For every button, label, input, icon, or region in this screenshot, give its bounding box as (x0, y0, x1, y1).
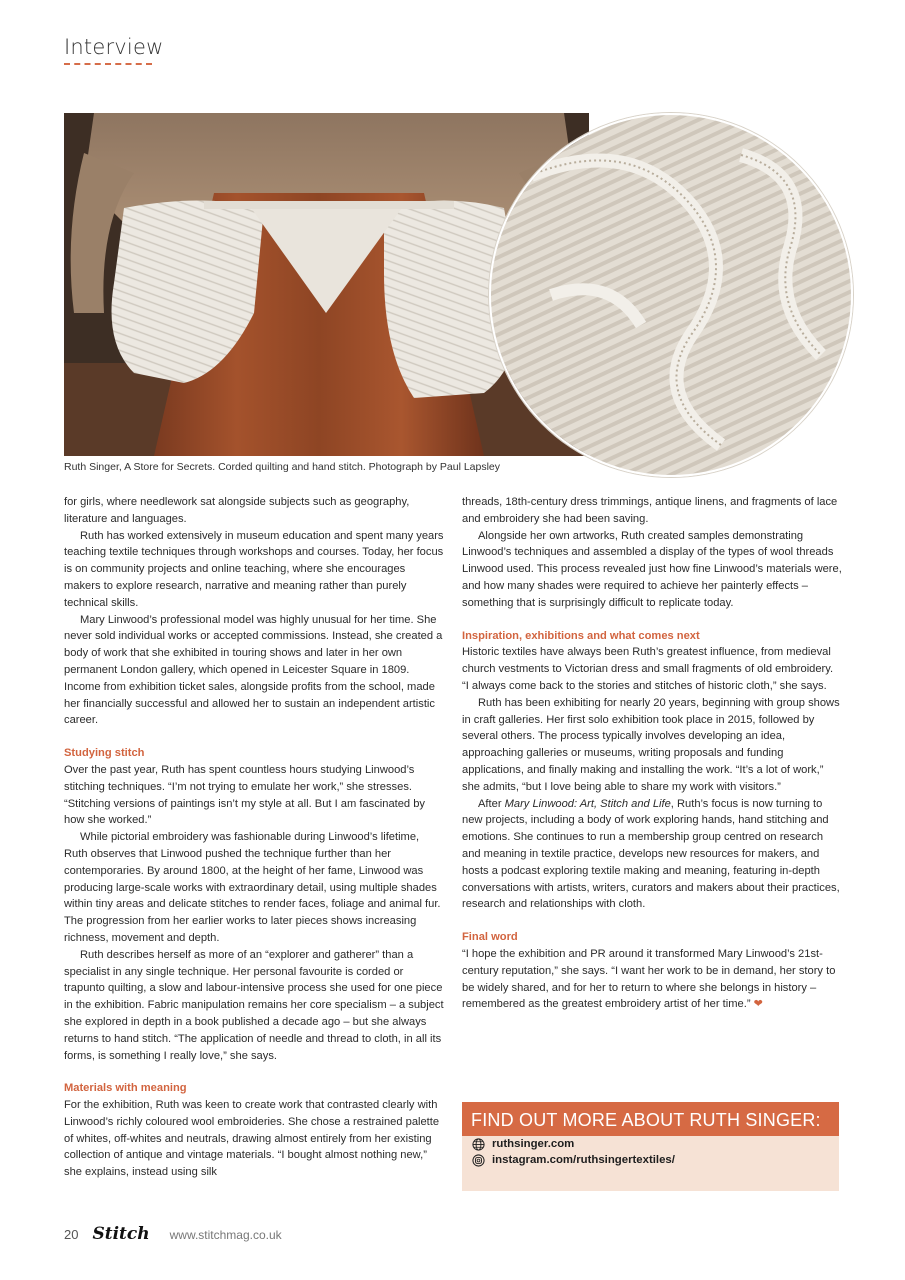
left-column (64, 494, 444, 1181)
photo-caption: Ruth Singer, A Store for Secrets. Corded quilting and hand stitch. Photograph by Paul Lapsley (64, 461, 501, 473)
section-rule (64, 63, 152, 65)
text-run: “I hope the exhibition and PR around it transformed Mary Linwood’s 21st-century reputation,” she says. “I want her work to be in demand, her story to be widely shared, and for her to return to where she belongs in history – remembered as the greatest embroidery artist of her time.” (462, 947, 836, 1011)
subheading-final-word: Final word (462, 931, 518, 944)
paragraph: Ruth has been exhibiting for nearly 20 years, beginning with group shows in craft galleries. Her first solo exhibition took place in 2015, followed by several others. The process typically involves developing an idea, approaching galleries or museums, writing proposals and funding applications, and finally making and installing the work. “It’s a lot of work,” she admits, “but I love being able to share my work with visitors.” (462, 696, 840, 793)
section-label: Interview (64, 35, 164, 59)
subheading-materials: Materials with meaning (64, 1082, 187, 1095)
right-column (462, 494, 842, 1013)
paragraph (462, 796, 842, 914)
instagram-link[interactable] (472, 1152, 839, 1168)
box-title: FIND OUT MORE ABOUT RUTH SINGER: (462, 1102, 839, 1136)
paragraph: While pictorial embroidery was fashionable during Linwood’s lifetime, Ruth observes that Linwood pushed the technique further than her contemporaries. By around 1800, at the height of her fame, Linwood was producing large-scale works with extraordinary detail, using multiple shades within tiny areas and delicate stitches to render faces, foliage and animal fur. The progression from her earlier works to later pieces shows increasing richness, movement and depth. (64, 831, 441, 944)
page-number: 20 (64, 1227, 79, 1242)
paragraph: Ruth describes herself as more of an “explorer and gatherer” than a specialist in any single technique. Her personal favourite is corded or trapunto quilting, a slow and labour-intensive process she used for one piece in the exhibition. Fabric manipulation remains her core specialism – a subject she explored in depth in a book published a decade ago – but she always returns to hand stitch. “The application of needle and thread to cloth, in all its forms, is something I really love,” she says. (64, 948, 444, 1062)
exhibition-title: Mary Linwood: Art, Stitch and Life (504, 797, 671, 810)
detail-closeup-image (489, 113, 853, 477)
paragraph: Mary Linwood’s professional model was highly unusual for her time. She never sold individual works or accepted commissions. Instead, she created a body of work that she exhibited in touring shows and later in her own permanent London gallery, which opened in Leicester Square in 1809. Income from exhibition ticket sales, alongside profits from the school, made her financially successful and allowed her to sustain an independent artistic career. (64, 613, 443, 727)
paragraph: for girls, where needlework sat alongside subjects such as geography, literature and languages. (64, 496, 410, 525)
paragraph: Over the past year, Ruth has spent countless hours studying Linwood’s stitching techniques. “I’m not trying to emulate her work,” she stresses. “Stitching versions of paintings isn’t my style at all. But I am fascinated by how she worked.” (64, 763, 425, 827)
brand-logo: Stitch (92, 1224, 150, 1244)
find-out-more-box (462, 1102, 839, 1191)
footer-url[interactable]: www.stitchmag.co.uk (169, 1228, 282, 1242)
paragraph: Ruth has worked extensively in museum education and spent many years teaching textile techniques through workshops and courses. Today, her focus is on community projects and online teaching, where she encourages makers to explore research, narrative and meaning rather than purely technical skills. (64, 529, 444, 609)
paragraph (462, 946, 842, 1013)
subheading-studying-stitch: Studying stitch (64, 747, 145, 760)
page-footer (64, 1224, 282, 1244)
paragraph: For the exhibition, Ruth was keen to create work that contrasted clearly with Linwood’s richly coloured wool embroideries. She chose a restrained palette of whites, off-whites and neutrals, drawing almost entirely from her existing collection of antique and vintage materials. “I bought almost nothing new,” she explains, instead using silk (64, 1099, 440, 1179)
instagram-url: instagram.com/ruthsingertextiles/ (492, 1154, 675, 1166)
website-url: ruthsinger.com (492, 1138, 575, 1150)
text-run: After (478, 797, 505, 810)
subheading-inspiration: Inspiration, exhibitions and what comes next (462, 629, 700, 642)
globe-icon (472, 1138, 485, 1151)
paragraph: Historic textiles have always been Ruth’s greatest influence, from medieval church vestments to Victorian dress and small fragments of old embroidery. “I always come back to the stories and stitches of historic cloth,” she says. (462, 646, 834, 692)
heart-icon: ❤ (753, 998, 763, 1011)
instagram-icon (472, 1154, 485, 1167)
website-link[interactable] (472, 1136, 839, 1152)
paragraph: Alongside her own artworks, Ruth created samples demonstrating Linwood’s techniques and assembled a display of the types of wool threads Linwood used. This process revealed just how fine Linwood’s materials were, and how many shades were required to achieve her painterly effects – something that is surprisingly difficult to replicate today. (462, 529, 842, 609)
paragraph: threads, 18th-century dress trimmings, antique linens, and fragments of lace and embroidery she had been saving. (462, 496, 838, 525)
text-run: , Ruth’s focus is now turning to new projects, including a body of work exploring hands, hand stitching and emotions. She continues to run a membership group centred on research and meaning in textile practice, develops new resources for makers, and hosts a podcast exploring textile making and meaning, featuring in-depth conversations with artists, writers, curators and makers about their practices, research and relationships with cloth. (462, 797, 840, 911)
